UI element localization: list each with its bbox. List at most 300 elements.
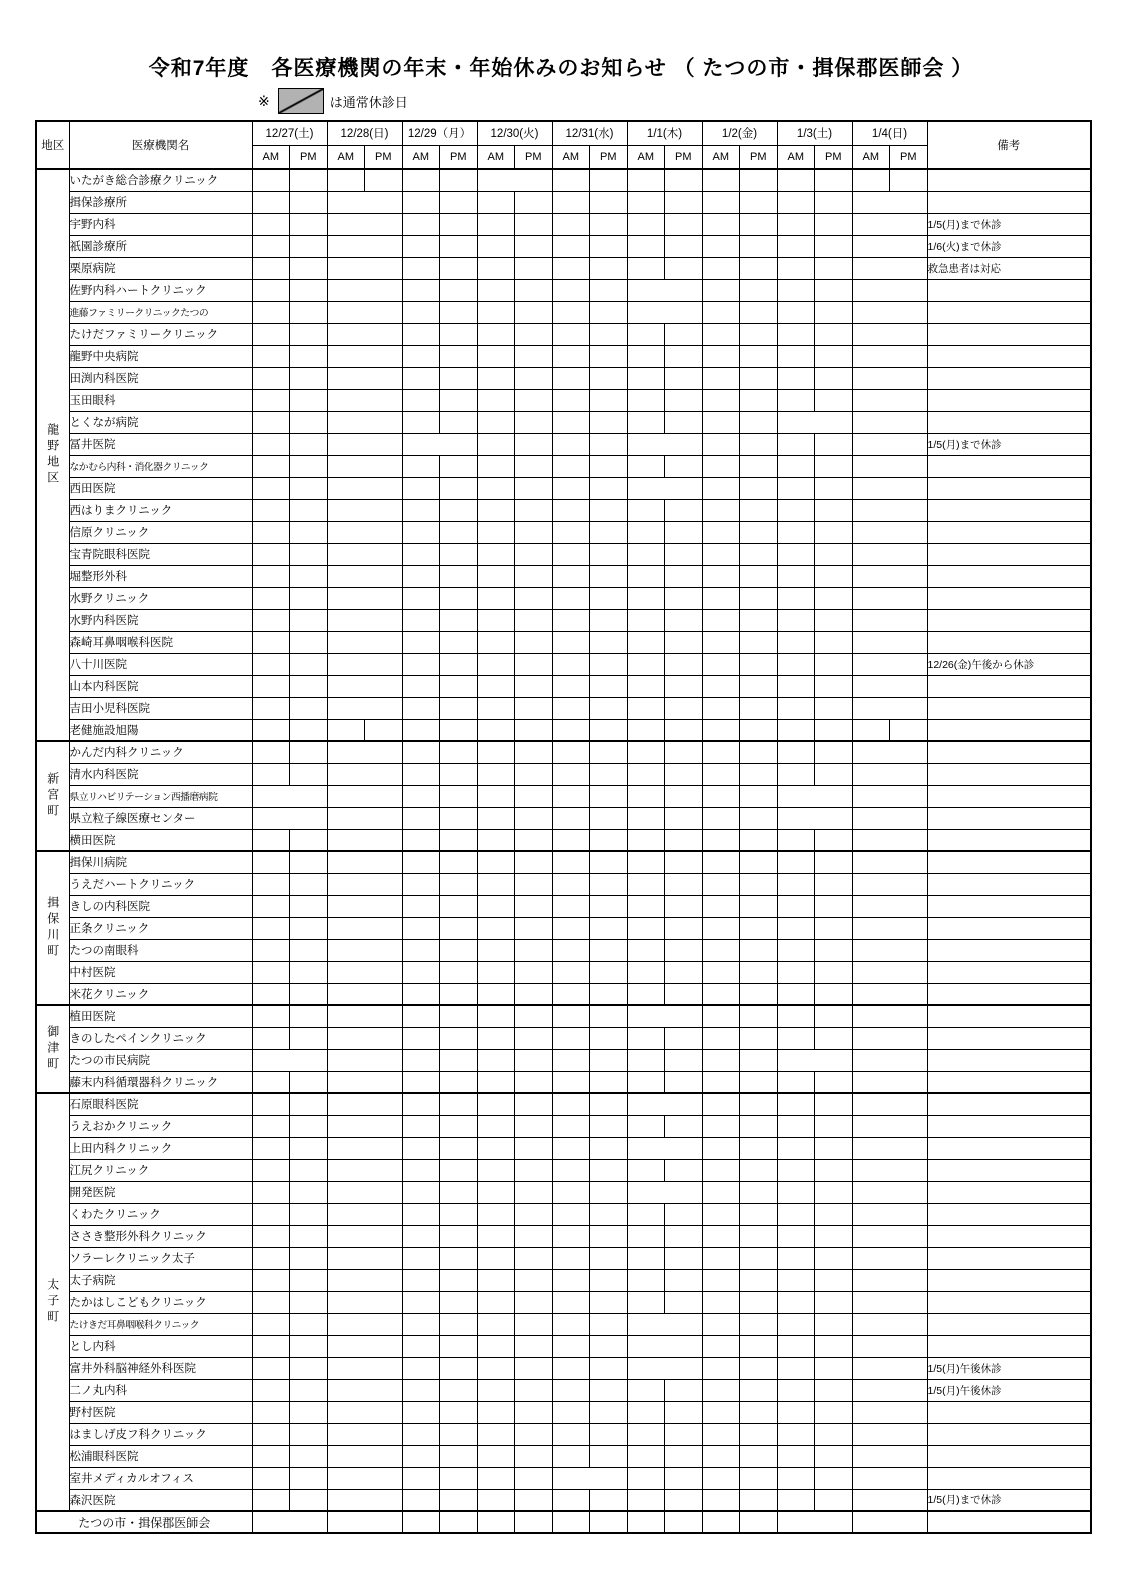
cell-date2-am-closed xyxy=(402,1313,440,1335)
cell-date6-am-closed xyxy=(702,719,740,741)
cell-date4-am-closed xyxy=(552,829,590,851)
cell-date7-pm-regular-holiday xyxy=(815,1335,853,1357)
cell-date8-fullday-regular-holiday xyxy=(852,257,927,279)
institution-name: いたがき総合診療クリニック xyxy=(69,169,252,191)
table-row xyxy=(36,499,1091,521)
cell-date4-am-closed xyxy=(552,455,590,477)
cell-date4-am-closed xyxy=(552,279,590,301)
cell-date1-fullday-regular-holiday xyxy=(327,807,402,829)
cell-date3-am-closed xyxy=(477,1115,515,1137)
cell-date1-fullday-regular-holiday xyxy=(327,895,402,917)
cell-date4-am-closed xyxy=(552,1115,590,1137)
cell-date4-am-closed xyxy=(552,191,590,213)
table-row xyxy=(36,1225,1091,1247)
cell-date7-pm-closed xyxy=(815,719,853,741)
cell-date2-pm-closed xyxy=(440,1071,478,1093)
cell-date4-am-closed xyxy=(552,917,590,939)
cell-date4-am-closed xyxy=(552,1181,590,1203)
cell-date3-pm-closed xyxy=(515,1489,553,1511)
institution-name: 森崎耳鼻咽喉科医院 xyxy=(69,631,252,653)
cell-date5-pm-closed xyxy=(665,917,703,939)
cell-date0-pm-regular-holiday xyxy=(290,499,328,521)
cell-date6-pm-closed xyxy=(740,499,778,521)
cell-date5-am-closed xyxy=(627,213,665,235)
cell-date0-am-open xyxy=(252,1071,290,1093)
cell-date4-am-closed xyxy=(552,235,590,257)
cell-date5-fullday-regular-holiday xyxy=(627,1005,702,1027)
cell-date8-fullday-regular-holiday xyxy=(852,873,927,895)
cell-date6-am-closed xyxy=(702,1511,740,1533)
cell-date4-am-closed xyxy=(552,983,590,1005)
remarks-cell xyxy=(927,279,1091,301)
cell-date1-fullday-regular-holiday xyxy=(327,1247,402,1269)
district-label: 龍野地区 xyxy=(36,169,69,741)
institution-name: 米花クリニック xyxy=(69,983,252,1005)
cell-date8-fullday-regular-holiday xyxy=(852,543,927,565)
cell-date6-am-closed xyxy=(702,587,740,609)
cell-date6-am-closed xyxy=(702,1357,740,1379)
cell-date4-am-closed xyxy=(552,807,590,829)
cell-date4-pm-closed xyxy=(590,565,628,587)
cell-date1-fullday-regular-holiday xyxy=(327,1269,402,1291)
cell-date2-pm-open xyxy=(440,631,478,653)
institution-name: 藤末内科循環器科クリニック xyxy=(69,1071,252,1093)
cell-date3-pm-closed xyxy=(515,961,553,983)
col-header-pm-2: PM xyxy=(440,145,478,169)
col-header-pm-3: PM xyxy=(515,145,553,169)
remarks-cell xyxy=(927,1247,1091,1269)
cell-date7-am-closed xyxy=(777,499,815,521)
cell-date0-am-open xyxy=(252,1115,290,1137)
cell-date6-am-closed xyxy=(702,1071,740,1093)
cell-date6-am-closed xyxy=(702,763,740,785)
cell-date1-fullday-regular-holiday xyxy=(327,653,402,675)
cell-date3-pm-closed xyxy=(515,609,553,631)
cell-date8-fullday-regular-holiday xyxy=(852,1115,927,1137)
cell-date6-am-closed xyxy=(702,455,740,477)
cell-date6-am-closed xyxy=(702,323,740,345)
cell-date5-am-closed xyxy=(627,345,665,367)
institution-name: かんだ内科クリニック xyxy=(69,741,252,763)
cell-date1-fullday-regular-holiday xyxy=(327,785,402,807)
cell-date4-pm-closed xyxy=(590,257,628,279)
cell-date1-fullday-regular-holiday xyxy=(327,1335,402,1357)
table-row xyxy=(36,1423,1091,1445)
table-row xyxy=(36,191,1091,213)
cell-date6-am-closed xyxy=(702,565,740,587)
cell-date6-pm-closed xyxy=(740,1203,778,1225)
cell-date0-pm-regular-holiday xyxy=(290,411,328,433)
cell-date4-am-closed xyxy=(552,961,590,983)
cell-date3-pm-closed xyxy=(515,873,553,895)
table-row xyxy=(36,895,1091,917)
remarks-cell xyxy=(927,631,1091,653)
cell-date2-pm-closed xyxy=(440,1005,478,1027)
col-header-date-4: 12/31(水) xyxy=(552,121,627,145)
cell-date2-pm-open xyxy=(440,895,478,917)
institution-name: 祇園診療所 xyxy=(69,235,252,257)
table-row xyxy=(36,543,1091,565)
cell-date5-pm-closed xyxy=(665,939,703,961)
institution-name: 栗原病院 xyxy=(69,257,252,279)
cell-date4-am-closed xyxy=(552,1401,590,1423)
cell-date1-fullday-regular-holiday xyxy=(327,873,402,895)
cell-date3-am-closed xyxy=(477,1313,515,1335)
cell-date6-pm-closed xyxy=(740,279,778,301)
cell-date6-pm-closed xyxy=(740,389,778,411)
cell-date0-pm-open xyxy=(290,169,328,191)
cell-date3-pm-closed xyxy=(515,1357,553,1379)
cell-date2-pm-open xyxy=(440,675,478,697)
cell-date3-pm-closed xyxy=(515,741,553,763)
cell-date0-pm-regular-holiday xyxy=(290,653,328,675)
cell-date3-pm-regular-holiday xyxy=(515,433,553,455)
cell-date3-am-open xyxy=(477,191,515,213)
cell-date3-pm-closed xyxy=(515,1071,553,1093)
remarks-cell xyxy=(927,543,1091,565)
cell-date3-am-closed xyxy=(477,631,515,653)
cell-date4-am-closed xyxy=(552,389,590,411)
cell-date5-pm-regular-holiday xyxy=(665,323,703,345)
cell-date2-pm-closed xyxy=(440,741,478,763)
cell-date2-pm-open xyxy=(440,1401,478,1423)
col-header-am-2: AM xyxy=(402,145,440,169)
cell-date2-pm-open xyxy=(440,499,478,521)
cell-date6-pm-closed xyxy=(740,1335,778,1357)
cell-date5-am-closed xyxy=(627,455,665,477)
cell-date0-fullday-regular-holiday xyxy=(252,807,327,829)
table-row xyxy=(36,785,1091,807)
cell-date6-am-closed xyxy=(702,499,740,521)
cell-date2-am-open xyxy=(402,1489,440,1511)
cell-date3-pm-closed xyxy=(515,1093,553,1115)
table-row xyxy=(36,873,1091,895)
cell-date2-am-open xyxy=(402,1467,440,1489)
cell-date3-am-closed xyxy=(477,1445,515,1467)
table-row xyxy=(36,1093,1091,1115)
cell-date6-am-closed xyxy=(702,543,740,565)
cell-date0-am-open xyxy=(252,829,290,851)
cell-date6-pm-closed xyxy=(740,1313,778,1335)
cell-date0-pm-regular-holiday xyxy=(290,323,328,345)
cell-date7-am-closed xyxy=(777,763,815,785)
cell-date7-am-closed xyxy=(777,939,815,961)
cell-date3-am-closed xyxy=(477,1027,515,1049)
cell-date7-am-closed xyxy=(777,675,815,697)
cell-date6-pm-closed xyxy=(740,1357,778,1379)
cell-date0-am-open xyxy=(252,763,290,785)
cell-date6-am-closed xyxy=(702,675,740,697)
cell-date2-pm-closed xyxy=(440,939,478,961)
cell-date6-am-closed xyxy=(702,1115,740,1137)
cell-date2-pm-closed xyxy=(440,873,478,895)
cell-date8-fullday-regular-holiday xyxy=(852,1489,927,1511)
cell-date7-am-closed xyxy=(777,741,815,763)
cell-date2-am-open xyxy=(402,917,440,939)
cell-date7-am-closed xyxy=(777,1269,815,1291)
cell-date4-am-closed xyxy=(552,1247,590,1269)
cell-date0-pm-regular-holiday xyxy=(290,367,328,389)
table-row xyxy=(36,917,1091,939)
cell-date4-pm-closed xyxy=(590,1159,628,1181)
cell-date1-fullday-regular-holiday xyxy=(327,1291,402,1313)
cell-date2-am-closed xyxy=(402,1247,440,1269)
cell-date6-am-open xyxy=(702,169,740,191)
cell-date7-pm-regular-holiday xyxy=(815,1027,853,1049)
cell-date2-pm-closed xyxy=(440,1357,478,1379)
cell-date2-pm-open xyxy=(440,477,478,499)
cell-date7-am-closed xyxy=(777,1423,815,1445)
cell-date3-am-open xyxy=(477,1467,515,1489)
cell-date1-fullday-regular-holiday xyxy=(327,1137,402,1159)
cell-date3-pm-closed xyxy=(515,565,553,587)
cell-date6-pm-closed xyxy=(740,609,778,631)
cell-date8-fullday-regular-holiday xyxy=(852,1357,927,1379)
remarks-cell xyxy=(927,477,1091,499)
cell-date3-am-closed xyxy=(477,763,515,785)
cell-date8-fullday-regular-holiday xyxy=(852,1379,927,1401)
cell-date2-am-open xyxy=(402,411,440,433)
cell-date7-pm-closed xyxy=(815,1269,853,1291)
cell-date3-pm-regular-holiday xyxy=(515,389,553,411)
cell-date0-pm-regular-holiday xyxy=(290,1291,328,1313)
cell-date1-fullday-regular-holiday xyxy=(327,851,402,873)
cell-date3-pm-regular-holiday xyxy=(515,1159,553,1181)
table-row xyxy=(36,587,1091,609)
table-row xyxy=(36,1467,1091,1489)
cell-date3-pm-regular-holiday xyxy=(515,213,553,235)
cell-date5-fullday-regular-holiday xyxy=(627,1093,702,1115)
cell-date7-am-closed xyxy=(777,543,815,565)
cell-date2-pm-closed xyxy=(440,1423,478,1445)
cell-date2-pm-open xyxy=(440,367,478,389)
cell-date5-am-closed xyxy=(627,1511,665,1533)
cell-date3-pm-closed xyxy=(515,1027,553,1049)
col-header-pm-6: PM xyxy=(740,145,778,169)
cell-date7-am-closed xyxy=(777,235,815,257)
cell-date2-am-open xyxy=(402,675,440,697)
cell-date7-am-closed xyxy=(777,1467,815,1489)
cell-date6-pm-closed xyxy=(740,1247,778,1269)
table-row xyxy=(36,1401,1091,1423)
cell-date8-fullday-regular-holiday xyxy=(852,389,927,411)
cell-date8-fullday-regular-holiday xyxy=(852,1027,927,1049)
institution-name: たけきだ耳鼻咽喉科クリニック xyxy=(69,1313,252,1335)
cell-date7-pm-regular-holiday xyxy=(815,587,853,609)
cell-date5-am-closed xyxy=(627,873,665,895)
cell-date0-am-open xyxy=(252,1291,290,1313)
cell-date0-pm-regular-holiday xyxy=(290,1423,328,1445)
cell-date7-pm-regular-holiday xyxy=(815,1159,853,1181)
cell-date8-fullday-regular-holiday xyxy=(852,1137,927,1159)
cell-date0-pm-regular-holiday xyxy=(290,1489,328,1511)
cell-date5-pm-regular-holiday xyxy=(665,213,703,235)
cell-date2-pm-closed xyxy=(440,1115,478,1137)
cell-date4-pm-closed xyxy=(590,697,628,719)
remarks-cell xyxy=(927,1159,1091,1181)
cell-date0-am-open xyxy=(252,741,290,763)
cell-date3-pm-open xyxy=(515,235,553,257)
cell-date7-am-closed xyxy=(777,983,815,1005)
cell-date3-am-closed xyxy=(477,807,515,829)
institution-name: 清水内科医院 xyxy=(69,763,252,785)
cell-date2-am-open xyxy=(402,961,440,983)
remarks-cell xyxy=(927,983,1091,1005)
holiday-schedule-table xyxy=(35,120,1092,1534)
cell-date6-pm-closed xyxy=(740,917,778,939)
cell-date5-am-open xyxy=(627,169,665,191)
cell-date1-fullday-regular-holiday xyxy=(327,1181,402,1203)
cell-date3-pm-closed xyxy=(515,939,553,961)
cell-date4-am-closed xyxy=(552,257,590,279)
cell-date3-am-closed xyxy=(477,1335,515,1357)
remarks-cell: 1/5(月)午後休診 xyxy=(927,1379,1091,1401)
table-row xyxy=(36,961,1091,983)
cell-date4-am-closed xyxy=(552,697,590,719)
cell-date6-pm-closed xyxy=(740,1379,778,1401)
cell-date0-pm-regular-holiday xyxy=(290,829,328,851)
cell-date7-am-closed xyxy=(777,587,815,609)
cell-date7-pm-regular-holiday xyxy=(815,389,853,411)
cell-date4-pm-open xyxy=(590,169,628,191)
cell-date5-pm-regular-holiday xyxy=(665,1071,703,1093)
cell-date1-fullday-regular-holiday xyxy=(327,1225,402,1247)
cell-date8-fullday-regular-holiday xyxy=(852,433,927,455)
cell-date5-fullday-regular-holiday xyxy=(627,1181,702,1203)
cell-date6-am-closed xyxy=(702,1225,740,1247)
cell-date6-am-closed xyxy=(702,191,740,213)
cell-date7-am-closed xyxy=(777,1027,815,1049)
cell-date2-am-open xyxy=(402,587,440,609)
cell-date2-pm-closed xyxy=(440,1093,478,1115)
cell-date1-fullday-regular-holiday xyxy=(327,1093,402,1115)
cell-date0-pm-regular-holiday xyxy=(290,895,328,917)
cell-date5-pm-closed xyxy=(665,411,703,433)
table-row xyxy=(36,1335,1091,1357)
cell-date3-pm-closed xyxy=(515,499,553,521)
cell-date5-am-closed xyxy=(627,411,665,433)
cell-date3-am-closed xyxy=(477,367,515,389)
cell-date0-pm-regular-holiday xyxy=(290,1005,328,1027)
cell-date3-am-open xyxy=(477,1291,515,1313)
cell-date0-am-open xyxy=(252,1313,290,1335)
table-row xyxy=(36,939,1091,961)
cell-date4-pm-closed xyxy=(590,917,628,939)
cell-date5-am-closed xyxy=(627,785,665,807)
cell-date2-am-open xyxy=(402,257,440,279)
cell-date6-pm-closed xyxy=(740,1159,778,1181)
cell-date1-fullday-regular-holiday xyxy=(327,1467,402,1489)
cell-date1-fullday-regular-holiday xyxy=(327,1159,402,1181)
cell-date2-pm-regular-holiday xyxy=(440,851,478,873)
cell-date8-fullday-regular-holiday xyxy=(852,1159,927,1181)
cell-date4-am-closed xyxy=(552,1027,590,1049)
cell-date8-fullday-regular-holiday xyxy=(852,301,927,323)
cell-date5-am-closed xyxy=(627,1027,665,1049)
cell-date0-am-open xyxy=(252,1203,290,1225)
col-header-am-4: AM xyxy=(552,145,590,169)
cell-date3-am-open xyxy=(477,323,515,345)
cell-date4-pm-closed xyxy=(590,345,628,367)
cell-date8-fullday-regular-holiday xyxy=(852,917,927,939)
cell-date0-pm-regular-holiday xyxy=(290,763,328,785)
institution-name: 上田内科クリニック xyxy=(69,1137,252,1159)
cell-date3-pm-open xyxy=(515,191,553,213)
cell-date2-am-closed xyxy=(402,741,440,763)
table-row xyxy=(36,1357,1091,1379)
cell-date4-pm-closed xyxy=(590,1269,628,1291)
cell-date0-am-open xyxy=(252,895,290,917)
cell-date4-am-closed xyxy=(552,1005,590,1027)
cell-date4-am-closed xyxy=(552,1269,590,1291)
cell-date1-fullday-regular-holiday xyxy=(327,1401,402,1423)
cell-date2-am-open xyxy=(402,565,440,587)
cell-date1-fullday-regular-holiday xyxy=(327,741,402,763)
cell-date6-pm-closed xyxy=(740,1137,778,1159)
cell-date1-fullday-regular-holiday xyxy=(327,983,402,1005)
cell-date5-am-closed xyxy=(627,499,665,521)
remarks-cell xyxy=(927,939,1091,961)
cell-date3-pm-closed xyxy=(515,301,553,323)
cell-date8-fullday-regular-holiday xyxy=(852,411,927,433)
cell-date6-pm-regular-holiday xyxy=(740,1467,778,1489)
cell-date7-pm-regular-holiday xyxy=(815,631,853,653)
cell-date0-pm-regular-holiday xyxy=(290,609,328,631)
district-label: 新宮町 xyxy=(36,741,69,851)
institution-name: 開発医院 xyxy=(69,1181,252,1203)
institution-name: たかはしこどもクリニック xyxy=(69,1291,252,1313)
cell-date5-am-closed xyxy=(627,609,665,631)
cell-date0-pm-regular-holiday xyxy=(290,565,328,587)
cell-date0-pm-regular-holiday xyxy=(290,1071,328,1093)
cell-date4-pm-closed xyxy=(590,807,628,829)
cell-date5-pm-closed xyxy=(665,961,703,983)
cell-date6-am-closed xyxy=(702,257,740,279)
cell-date2-am-closed xyxy=(402,1335,440,1357)
cell-date7-pm-regular-holiday xyxy=(815,1093,853,1115)
cell-date6-pm-regular-holiday xyxy=(740,433,778,455)
cell-date0-pm-regular-holiday xyxy=(290,939,328,961)
cell-date6-am-closed xyxy=(702,345,740,367)
cell-date7-am-closed xyxy=(777,455,815,477)
cell-date3-pm-closed xyxy=(515,367,553,389)
col-header-date-5: 1/1(木) xyxy=(627,121,702,145)
cell-date8-fullday-regular-holiday xyxy=(852,895,927,917)
remarks-cell xyxy=(927,1467,1091,1489)
remarks-cell: 12/26(金)午後から休診 xyxy=(927,653,1091,675)
cell-date0-am-open xyxy=(252,191,290,213)
cell-date2-pm-open xyxy=(440,235,478,257)
institution-name: 森沢医院 xyxy=(69,1489,252,1511)
cell-date4-pm-closed xyxy=(590,301,628,323)
cell-date5-pm-regular-holiday xyxy=(665,1423,703,1445)
cell-date3-am-closed xyxy=(477,1071,515,1093)
cell-date2-am-closed xyxy=(402,1137,440,1159)
cell-date4-am-closed xyxy=(552,851,590,873)
cell-date2-pm-open xyxy=(440,411,478,433)
remarks-cell: 救急患者は対応 xyxy=(927,257,1091,279)
institution-name: 冨井医院 xyxy=(69,433,252,455)
cell-date0-pm-regular-holiday xyxy=(290,697,328,719)
remarks-cell xyxy=(927,455,1091,477)
cell-date8-pm-closed xyxy=(890,719,928,741)
cell-date1-fullday-regular-holiday xyxy=(327,499,402,521)
cell-date6-am-closed xyxy=(702,829,740,851)
cell-date6-pm-closed xyxy=(740,807,778,829)
cell-date0-am-open xyxy=(252,587,290,609)
cell-date2-am-open xyxy=(402,1181,440,1203)
table-row xyxy=(36,1489,1091,1511)
